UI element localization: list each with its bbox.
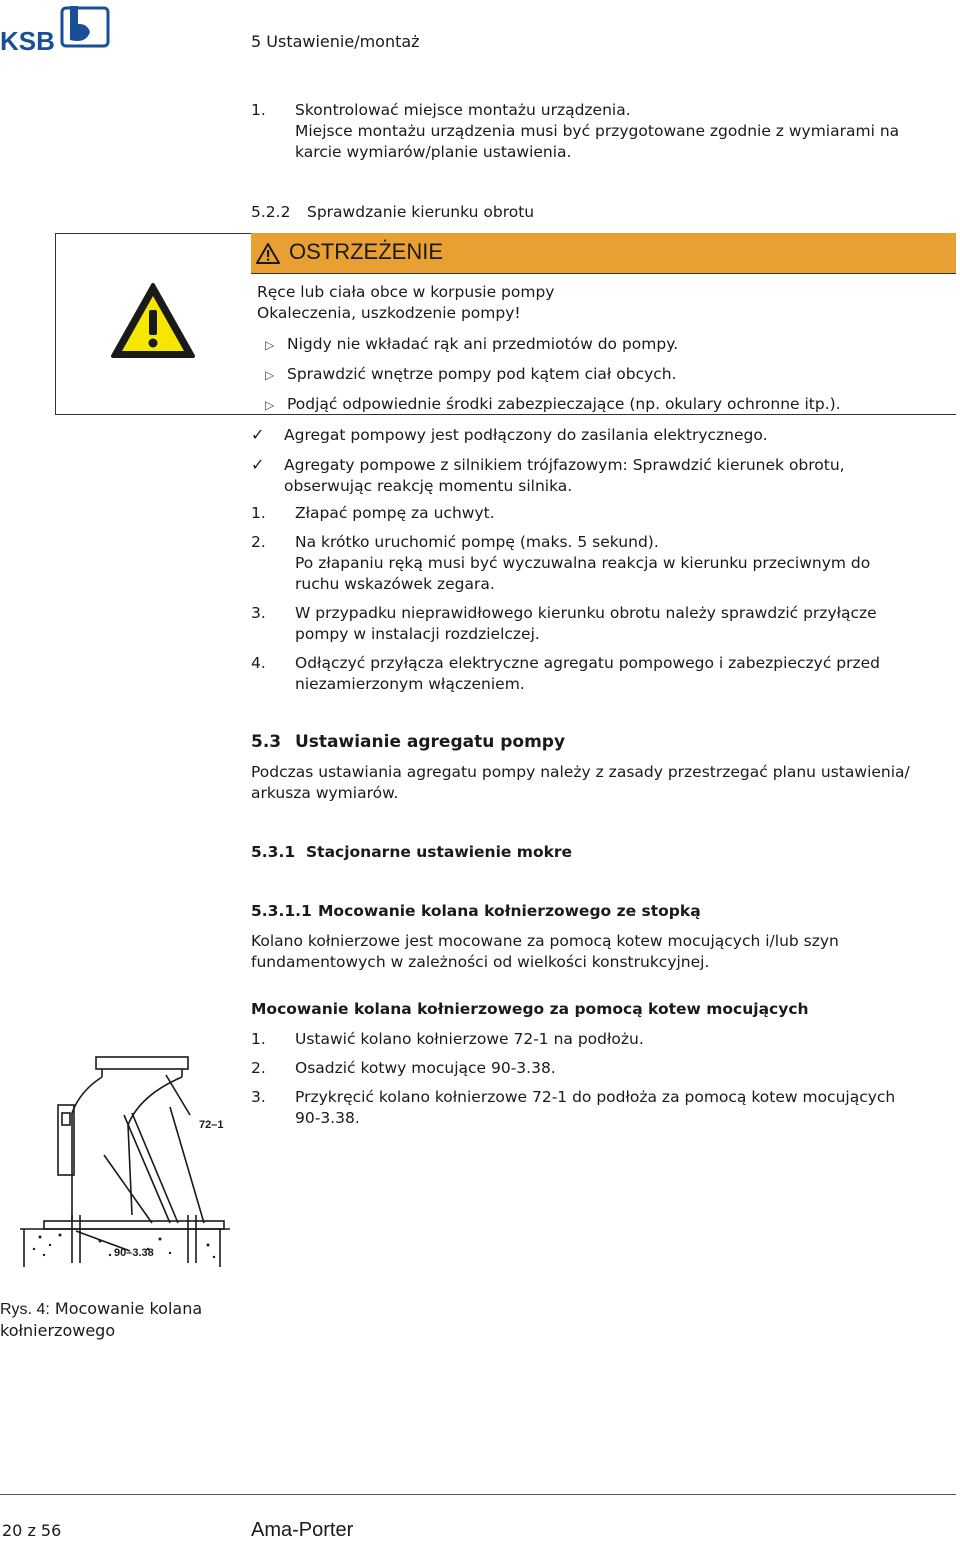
section-heading-5311: 5.3.1.1 Mocowanie kolana kołnierzowego ze stopką (251, 902, 701, 920)
list-item: 3. Przykręcić kolano kołnierzowe 72-1 do podłoża za pomocą kotew mocujących (251, 1088, 896, 1106)
footer-divider (0, 1494, 956, 1495)
warning-title: OSTRZEŻENIE (289, 239, 444, 264)
paragraph-line: Kolano kołnierzowe jest mocowane za pomocą kotew mocujących i/lub szyn (251, 932, 839, 950)
list-item-line: Miejsce montażu urządzenia musi być przygotowane zgodnie z wymiarami na (295, 122, 900, 140)
warning-small-icon (255, 242, 281, 265)
check-icon: ✓ (251, 455, 265, 474)
section-heading-53: 5.3 Ustawianie agregatu pompy (251, 732, 566, 752)
paragraph-line: arkusza wymiarów. (251, 784, 399, 802)
paragraph-line: Podczas ustawiania agregatu pompy należy z zasady przestrzegać planu ustawienia/ (251, 763, 910, 781)
list-item-line: pompy w instalacji rozdzielczej. (295, 625, 540, 643)
warning-large-icon (110, 282, 196, 360)
section-5311-text (251, 931, 839, 973)
triangle-bullet-icon: ▷ (265, 338, 275, 352)
triangle-bullet-icon: ▷ (265, 398, 275, 412)
figure-caption: Rys. 4: Mocowanie kolana kołnierzowego (0, 1299, 203, 1340)
list-item-line: niezamierzonym włączeniem. (295, 675, 525, 693)
step-list (251, 503, 880, 695)
check-icon: ✓ (251, 425, 265, 444)
list-item: 1. Skontrolować miejsce montażu urządzenia. (251, 101, 631, 119)
list-item: 2. Osadzić kotwy mocujące 90-3.38. (251, 1059, 556, 1077)
list-item: ▷ Sprawdzić wnętrze pompy pod kątem ciał obcych. (265, 360, 841, 390)
intro-step-list (251, 100, 899, 163)
mount-heading: Mocowanie kolana kołnierzowego za pomocą kotew mocujących (251, 1000, 809, 1018)
list-item: ▷ Nigdy nie wkładać rąk ani przedmiotów do pompy. (265, 330, 841, 360)
figure-label-72-1: 72–1 (199, 1119, 224, 1131)
warning-consequence: Okaleczenia, uszkodzenie pompy! (257, 304, 521, 322)
section-53-text (251, 762, 910, 804)
list-item-line: karcie wymiarów/planie ustawienia. (295, 143, 572, 161)
list-item: 1. Ustawić kolano kołnierzowe 72-1 na podłożu. (251, 1030, 644, 1048)
warning-measures (265, 330, 841, 420)
precondition-list (251, 424, 845, 497)
list-item: ✓ Agregaty pompowe z silnikiem trójfazowym: Sprawdzić kierunek obrotu, (251, 455, 845, 474)
list-item: ✓ Agregat pompowy jest podłączony do zasilania elektrycznego. (251, 425, 768, 444)
list-item-line: ruchu wskazówek zegara. (295, 575, 495, 593)
paragraph-line: fundamentowych w zależności od wielkości konstrukcyjnej. (251, 953, 710, 971)
product-name: Ama-Porter (251, 1519, 354, 1541)
triangle-bullet-icon: ▷ (265, 368, 275, 382)
ksb-logo-mark (60, 6, 110, 48)
list-item: 2. Na krótko uruchomić pompę (maks. 5 sekund). (251, 533, 659, 551)
ksb-logo-text: KSB (0, 26, 55, 56)
warning-subtitle: Ręce lub ciała obce w korpusie pompy (257, 283, 555, 301)
section-heading-522: 5.2.2 Sprawdzanie kierunku obrotu (251, 203, 535, 221)
list-item: 3. W przypadku nieprawidłowego kierunku obrotu należy sprawdzić przyłącze (251, 604, 877, 622)
list-item: ▷ Podjąć odpowiednie środki zabezpieczające (np. okulary ochronne itp.). (265, 390, 841, 420)
list-item-line: obserwując reakcję momentu silnika. (284, 477, 573, 495)
page-number: 20 z 56 (2, 1521, 62, 1540)
list-item-line: Po złapaniu ręką musi być wyczuwalna reakcja w kierunku przeciwnym do (295, 554, 871, 572)
list-item: 1. Złapać pompę za uchwyt. (251, 504, 495, 522)
page-section-header: 5 Ustawienie/montaż (251, 32, 420, 51)
figure-label-90-3-38: 90–3.38 (114, 1247, 154, 1259)
section-heading-531: 5.3.1 Stacjonarne ustawienie mokre (251, 843, 573, 861)
list-item: 4. Odłączyć przyłącza elektryczne agregatu pompowego i zabezpieczyć przed (251, 654, 880, 672)
flanged-elbow-drawing (20, 1055, 230, 1270)
list-item-line: 90-3.38. (295, 1109, 360, 1127)
mount-step-list (251, 1029, 895, 1129)
